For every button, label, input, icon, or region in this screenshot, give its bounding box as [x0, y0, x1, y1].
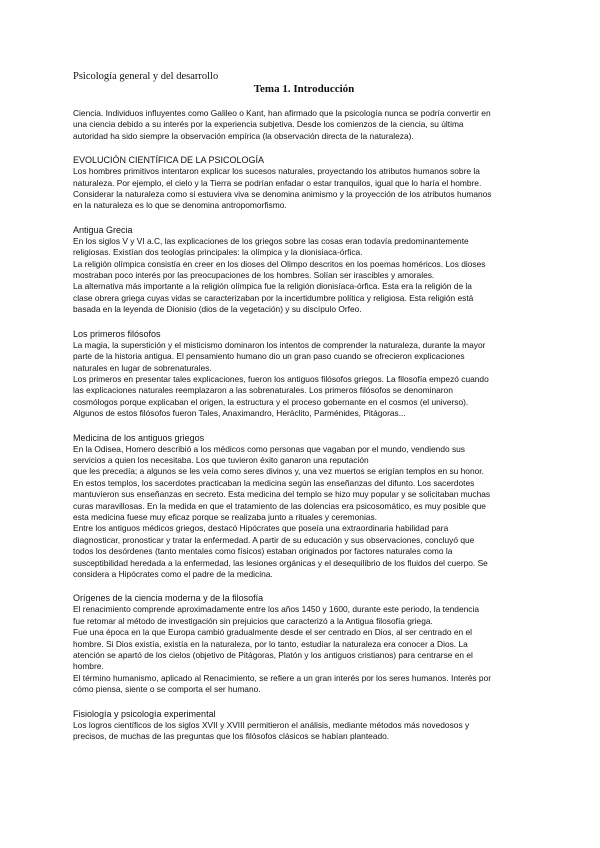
paragraph-line: Entre los antiguos médicos griegos, destacó Hipócrates que poseía una extraordinaria habilidad para	[73, 523, 449, 534]
paragraph-line: curas maravillosas. En la medida en que el tratamiento de las dolencias era psicosomático, es muy posible que	[73, 500, 486, 511]
paragraph-line: La alternativa más importante a la religión olímpica fue la religión dionisíaca-órfica. Esta era la religión de la	[73, 281, 472, 292]
paragraph-line: naturales en lugar de sobrenaturales.	[73, 362, 212, 373]
paragraph-line: mostraban poco interés por las preocupaciones de los hombres. Solían ser irascibles y amorales.	[73, 270, 435, 281]
document-page	[73, 70, 535, 742]
course-name: Psicología general y del desarrollo	[73, 71, 219, 82]
intro-line: una ciencia debido a su interés por la experiencia subjetiva. Desde los comienzos de la ciencia, su última	[73, 119, 464, 130]
paragraph-line: esta medicina fuese muy eficaz porque se realizaba junto a rituales y ceremonias.	[73, 511, 377, 522]
section-medicina-de-los-antiguos-griegos	[73, 432, 535, 581]
paragraph-line: las explicaciones naturales reemplazaron a las sobrenaturales. Los primeros filósofos se denominaron	[73, 385, 453, 396]
section-paragraph	[73, 720, 535, 743]
paragraph-line: naturaleza. Por ejemplo, el cielo y la Tierra se podrían enfadar o estar tranquilos, igual que lo haría el hombre.	[73, 177, 482, 188]
intro-line: Ciencia. Individuos influyentes como Galileo o Kant, han afirmado que la psicología nunca se podría convertir en	[73, 108, 491, 118]
paragraph-line: Los primeros en presentar tales explicaciones, fueron los antiguos filósofos griegos. La filosofía empezó cuando	[73, 373, 489, 384]
section-paragraph	[73, 604, 535, 695]
section-heading: Antigua Grecia	[73, 224, 133, 235]
section-origenes-de-la-ciencia-moderna-y-de-la-filosofia	[73, 592, 535, 695]
paragraph-line: considera a Hipócrates como el padre de la medicina.	[73, 569, 273, 579]
section-antigua-grecia	[73, 224, 535, 316]
paragraph-line: servicios a quien los necesitaba. Los que tuvieron éxito ganaron una reputación	[73, 454, 369, 465]
paragraph-line: susceptibilidad heredada a la enfermedad, las lesiones orgánicas y el desequilibrio de los fluidos del cuerpo. Se	[73, 557, 488, 568]
paragraph-line: cosmólogos porque explicaban el origen, la estructura y el proceso gobernante en el cosmos (el universo).	[73, 396, 469, 407]
paragraph-line: diagnosticar, pronosticar y tratar la enfermedad. A partir de su educación y sus observaciones, concluyó que	[73, 534, 475, 545]
paragraph-line: clase obrera griega cuyas vidas se caracterizaban por la incertidumbre política y religiosa. Esta religión está	[73, 292, 474, 303]
paragraph-line: parte de la historia antigua. El pensamiento humano dio un gran paso cuando se ofrecieron explicaciones	[73, 351, 465, 362]
paragraph-line: religiosas. Existían dos teologías principales: la olímpica y la dionisiaca-órfica.	[73, 247, 363, 258]
paragraph-line: basada en la leyenda de Dionisio (dios de la vegetación) y su discípulo Orfeo.	[73, 304, 362, 315]
intro-line: autoridad ha sido siempre la observación empírica (la observación directa de la naturaleza).	[73, 130, 414, 141]
section-heading: Medicina de los antiguos griegos	[73, 432, 205, 443]
document-title: Tema 1. Introducción	[253, 83, 355, 95]
paragraph-line: La magia, la superstición y el misticismo dominaron los intentos de comprender la naturaleza, durante la mayor	[73, 339, 486, 350]
paragraph-line: Los hombres primitivos intentaron explicar los sucesos naturales, proyectando los atributos humanos sobre la	[73, 166, 480, 177]
section-los-primeros-filosofos	[73, 328, 535, 420]
paragraph-line: En los siglos V y VI a.C, las explicaciones de los griegos sobre las cosas eran todavía predominantemente	[73, 235, 469, 246]
section-evolucion-cientifica-de-la-psicologia	[73, 154, 535, 212]
section-heading: Los primeros filósofos	[73, 328, 161, 339]
paragraph-line: La religión olímpica consistía en creer en los dioses del Olimpo descritos en los poemas homéricos. Los dioses	[73, 258, 486, 269]
intro-paragraph	[73, 108, 535, 142]
paragraph-line: Los logros científicos de los siglos XVII y XVIII permitieron el análisis, mediante métodos más novedosos y	[73, 719, 470, 730]
paragraph-line: cómo piensa, siente o se comporta el ser humano.	[73, 684, 261, 695]
paragraph-line: hombre.	[73, 661, 104, 672]
section-heading: EVOLUCIÓN CIENTÍFICA DE LA PSICOLOGÍA	[73, 155, 265, 166]
paragraph-line: todos los desórdenes (tanto mentales como físicos) estaban originados por factores naturales como la	[73, 546, 453, 557]
section-heading: Fisiología y psicología experimental	[73, 708, 216, 719]
paragraph-line: En estos templos, los sacerdotes practicaban la medicina según las enseñanzas del difunto. Los sacerdotes	[73, 477, 475, 488]
section-heading: Orígenes de la ciencia moderna y de la filosofía	[73, 593, 264, 604]
paragraph-line: El renacimiento comprende aproximadamente entre los años 1450 y 1600, durante este periodo, la tendencia	[73, 604, 479, 615]
section-paragraph	[73, 340, 535, 420]
sections-container	[73, 154, 535, 742]
paragraph-line: Considerar la naturaleza como si estuviera viva se denomina animismo y la proyección de los atributos humanos	[73, 189, 492, 200]
paragraph-line: En la Odisea, Homero describió a los médicos como personas que vagaban por el mundo, vendiendo sus	[73, 443, 465, 454]
paragraph-line: El término humanismo, aplicado al Renacimiento, se refiere a un gran interés por los seres humanos. Interés por	[73, 672, 492, 683]
section-paragraph	[73, 444, 535, 581]
paragraph-line: hombre. Si Dios existía, existía en la naturaleza, por lo tanto, estudiar la naturaleza era conocer a Dios. La	[73, 638, 468, 649]
section-paragraph	[73, 166, 535, 212]
paragraph-line: Fue una época en la que Europa cambió gradualmente desde el ser centrado en Dios, al ser centrado en el	[73, 627, 472, 638]
paragraph-line: en la naturaleza es lo que se denomina antropomorfismo.	[73, 200, 287, 211]
section-paragraph	[73, 236, 535, 316]
paragraph-line: fue retomar al método de investigación sin prejuicios que caracterizó a la Antigua filosofía griega.	[73, 615, 433, 626]
paragraph-line: que les precedía; a algunos se les veía como seres divinos y, una vez muertos se erigían templos en su honor.	[73, 466, 484, 477]
paragraph-line: mantuvieron sus enseñanzas en secreto. Esta medicina del templo se hizo muy popular y se solicitaban muchas	[73, 489, 491, 500]
section-fisiologia-y-psicologia-experimental	[73, 708, 535, 743]
paragraph-line: Algunos de estos filósofos fueron Tales, Anaximandro, Heráclito, Parménides, Pitágoras...	[73, 408, 406, 419]
paragraph-line: precisos, de muchas de las preguntas que los filósofos clásicos se habían planteado.	[73, 731, 390, 742]
paragraph-line: atención se apartó de los cielos (objetivo de Pitágoras, Platón y los antiguos cristianos) para centrarse en el	[73, 650, 473, 661]
